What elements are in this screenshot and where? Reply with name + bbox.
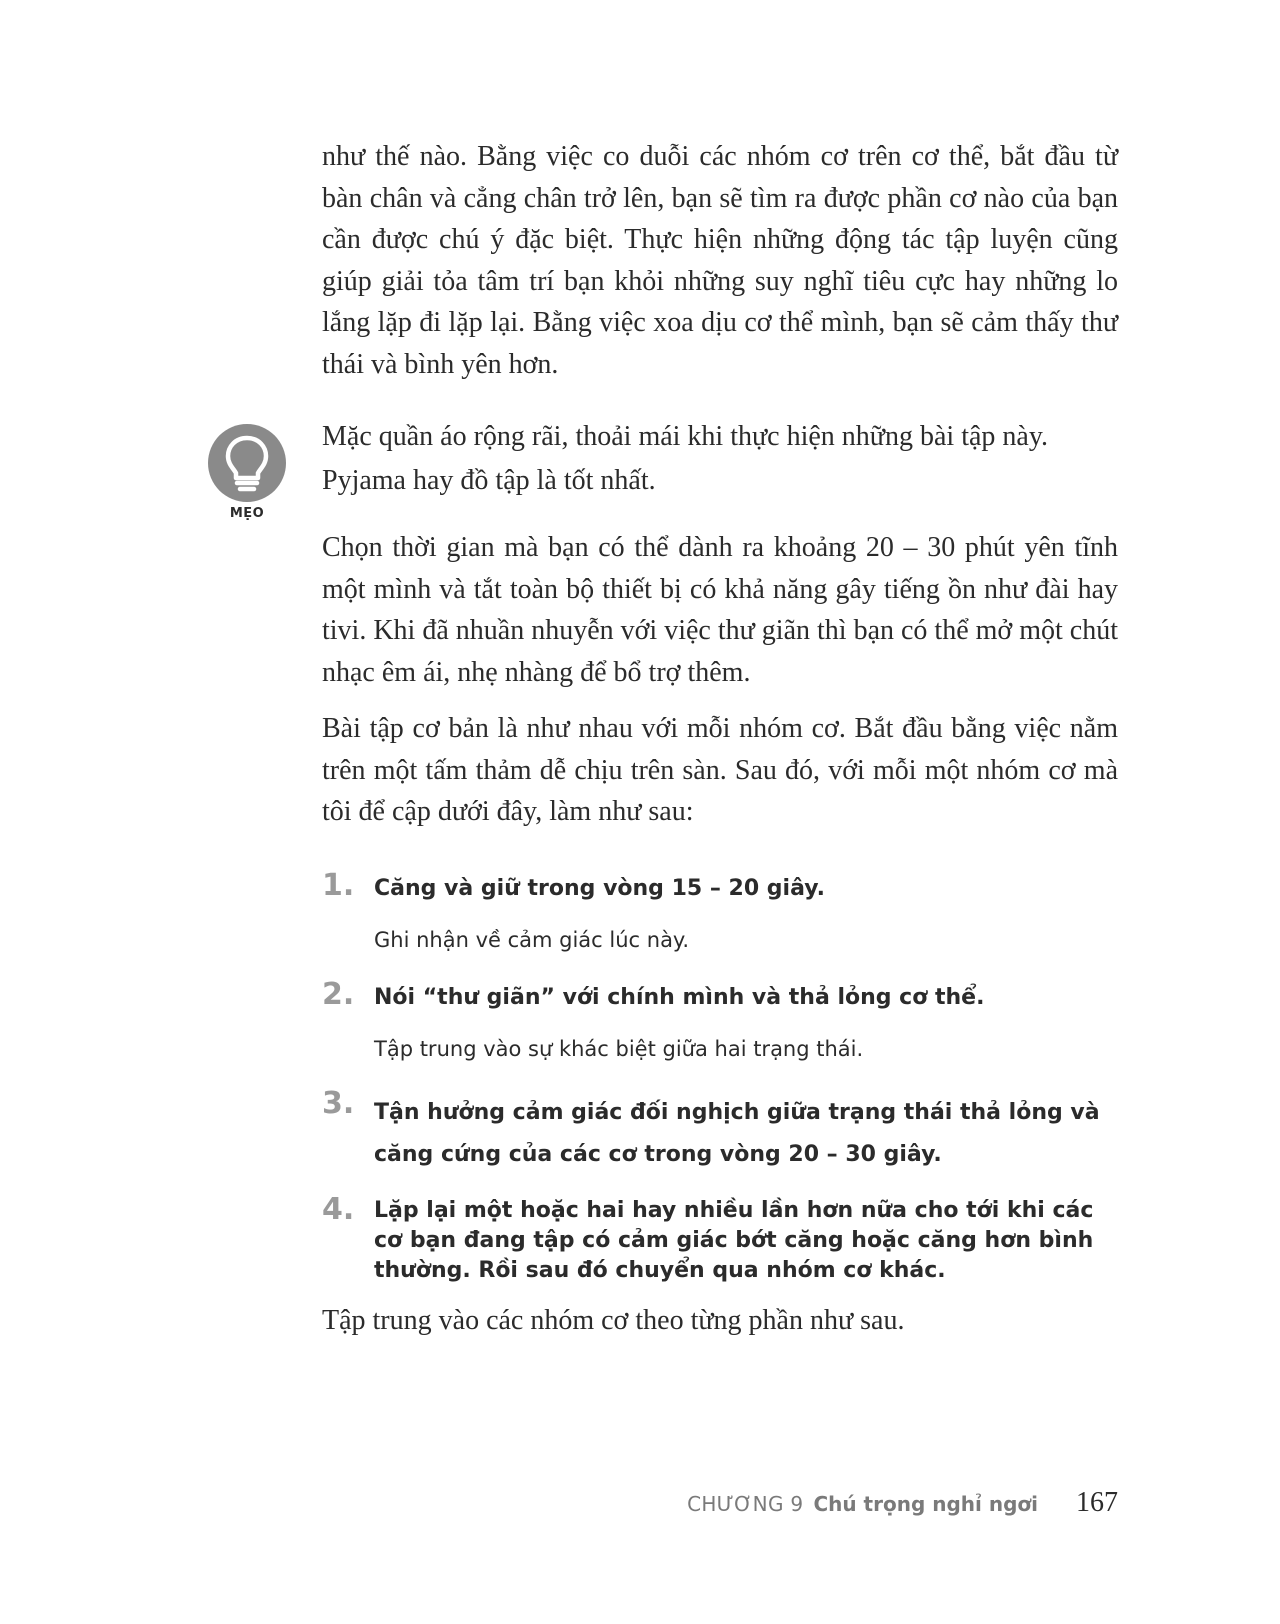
body-paragraph-3: Bài tập cơ bản là như nhau với mỗi nhóm cơ. Bắt đầu bằng việc nằm trên một tấm thảm dễ chịu trên sàn. Sau đó, với mỗi một nhóm cơ mà tôi để cập dưới đây, làm như sau: <box>322 713 1118 827</box>
step-number: 2. <box>322 977 355 1012</box>
tip-badge <box>208 424 286 502</box>
tip-text: Mặc quần áo rộng rãi, thoải mái khi thực hiện những bài tập này. Pyjama hay đồ tập là tốt nhất. <box>322 421 1049 496</box>
step-title: Tận hưởng cảm giác đối nghịch giữa trạng thái thả lỏng và căng cứng của các cơ trong vòng 20 – 30 giây. <box>374 1100 1100 1167</box>
step-description: Ghi nhận về cảm giác lúc này. <box>374 928 690 952</box>
lightbulb-icon <box>208 424 286 502</box>
step-title: Căng và giữ trong vòng 15 – 20 giây. <box>374 876 825 901</box>
chapter-label: CHƯƠNG 9 <box>687 1492 804 1516</box>
body-paragraph-2: Chọn thời gian mà bạn có thể dành ra khoảng 20 – 30 phút yên tĩnh một mình và tắt toàn bộ thiết bị có khả năng gây tiếng ồn như đài hay tivi. Khi đã nhuần nhuyễn với việc thư giãn thì bạn có thể mở một chút nhạc êm ái, nhẹ nhàng để bổ trợ thêm. <box>322 532 1118 688</box>
tip-label: MẸO <box>229 506 265 521</box>
chapter-title: Chú trọng nghỉ ngơi <box>813 1492 1038 1516</box>
step-description: Tập trung vào sự khác biệt giữa hai trạng thái. <box>374 1037 864 1061</box>
body-paragraph-1: như thế nào. Bằng việc co duỗi các nhóm cơ trên cơ thể, bắt đầu từ bàn chân và cẳng chân trở lên, bạn sẽ tìm ra được phần cơ nào của bạn cần được chú ý đặc biệt. Thực hiện những động tác tập luyện cũng giúp giải tỏa tâm trí bạn khỏi những suy nghĩ tiêu cực hay những lo lắng lặp đi lặp lại. Bằng việc xoa dịu cơ thể mình, bạn sẽ cảm thấy thư thái và bình yên hơn. <box>322 141 1118 380</box>
step-number: 3. <box>322 1086 355 1121</box>
step-title: Lặp lại một hoặc hai hay nhiều lần hơn nữa cho tới khi các cơ bạn đang tập có cảm giác bớt căng hoặc căng hơn bình thường. Rồi sau đó chuyển qua nhóm cơ khác. <box>374 1198 1094 1283</box>
page-number: 167 <box>1076 1487 1118 1518</box>
step-title: Nói “thư giãn” với chính mình và thả lỏng cơ thể. <box>374 985 985 1010</box>
step-number: 4. <box>322 1192 355 1227</box>
page-footer <box>687 1487 1118 1527</box>
closing-paragraph: Tập trung vào các nhóm cơ theo từng phần như sau. <box>322 1305 905 1336</box>
step-number: 1. <box>322 868 355 903</box>
